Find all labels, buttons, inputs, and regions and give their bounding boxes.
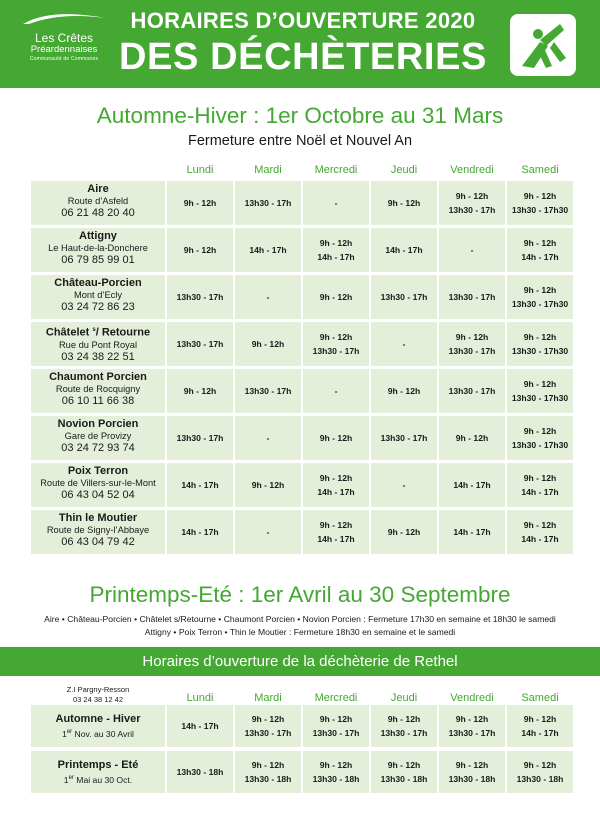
site-name: Château-Porcien xyxy=(54,277,142,289)
day-header-samedi: Samedi xyxy=(521,692,559,704)
hours-cell: 9h - 12h xyxy=(167,228,233,272)
hours-cell: 9h - 12h 14h - 17h xyxy=(303,228,369,272)
hours-cell: 13h30 - 17h xyxy=(371,416,437,460)
site-name: Attigny xyxy=(79,230,117,242)
hours-cell: 13h30 - 17h xyxy=(371,275,437,319)
site-address: Route de Villers-sur-le-Mont xyxy=(40,478,156,488)
site-address: Mont d’Ecly xyxy=(73,290,123,300)
logo-name-2: Préardennaises xyxy=(30,44,98,55)
rethel-period-dates: 1er Nov. au 30 Avril xyxy=(62,728,134,739)
hours-cell: 13h30 - 17h xyxy=(167,275,233,319)
hours-cell: 9h - 12h 13h30 - 17h30 xyxy=(507,416,573,460)
hours-cell: 14h - 17h xyxy=(235,228,301,272)
hours-cell: 9h - 12h 13h30 - 18h xyxy=(303,751,369,793)
hours-cell: 9h - 12h 13h30 - 17h30 xyxy=(507,275,573,319)
logo-name: Les Crêtes xyxy=(34,31,94,45)
site-name: Thin le Moutier xyxy=(58,512,138,524)
site-phone: 06 79 85 99 01 xyxy=(61,254,135,266)
summer-season-title: Printemps-Eté : 1er Avril au 30 Septembre xyxy=(89,582,511,607)
hours-cell: 9h - 12h 13h30 - 18h xyxy=(235,751,301,793)
hours-cell: 9h - 12h 14h - 17h xyxy=(507,463,573,507)
hours-cell: 9h - 12h xyxy=(235,463,301,507)
rethel-band: Horaires d’ouverture de la déchèterie de Rethel xyxy=(0,647,600,676)
summer-note-1: Aire • Château-Porcien • Châtelet s/Retourne • Chaumont Porcien • Novion Porcien : Fermeture 17h30 en semaine et 18h30 le samedi xyxy=(44,614,556,624)
hours-cell: 9h - 12h xyxy=(371,181,437,225)
site-name: Aire xyxy=(87,183,109,195)
site-phone: 06 43 04 79 42 xyxy=(61,536,135,548)
hours-cell: 9h - 12h xyxy=(303,416,369,460)
site-phone: 06 10 11 66 38 xyxy=(61,395,135,407)
hours-cell: 9h - 12h 14h - 17h xyxy=(507,705,573,747)
logo xyxy=(14,12,114,74)
site-phone: 06 21 48 20 40 xyxy=(61,207,135,219)
hours-cell: - xyxy=(371,463,437,507)
hours-cell: - xyxy=(303,181,369,225)
hours-cell: 9h - 12h 13h30 - 18h xyxy=(439,751,505,793)
rethel-period-name: Printemps - Eté xyxy=(57,759,139,771)
hours-cell: 13h30 - 17h xyxy=(235,369,301,413)
site-label xyxy=(31,463,165,507)
hours-cell: - xyxy=(303,369,369,413)
hours-cell: 14h - 17h xyxy=(167,510,233,554)
site-address: Route de Rocquigny xyxy=(55,384,141,394)
site-phone: 03 24 72 86 23 xyxy=(61,301,135,313)
site-label xyxy=(31,275,165,319)
hours-cell: 9h - 12h 14h - 17h xyxy=(507,510,573,554)
site-address: Route d’Asfeld xyxy=(67,196,129,206)
site-name: Châtelet $^s$/ Retourne xyxy=(45,326,151,339)
hours-cell: 14h - 17h xyxy=(439,510,505,554)
day-header-mercredi: Mercredi xyxy=(314,164,358,176)
hours-cell: 13h30 - 17h xyxy=(439,369,505,413)
summer-note-2: Attigny • Poix Terron • Thin le Moutier : Fermeture 18h30 en semaine et le samedi xyxy=(144,627,456,637)
hours-cell: 9h - 12h xyxy=(439,416,505,460)
site-label xyxy=(31,228,165,272)
rethel-period-dates: 1er Mai au 30 Oct. xyxy=(63,774,133,785)
site-name: Novion Porcien xyxy=(57,418,139,430)
hours-cell: - xyxy=(371,322,437,366)
hours-cell: - xyxy=(235,510,301,554)
day-header-mardi: Mardi xyxy=(254,692,282,704)
hours-cell: 14h - 17h xyxy=(371,228,437,272)
day-header-vendredi: Vendredi xyxy=(450,164,494,176)
recycling-person-icon xyxy=(510,14,576,76)
hours-cell: 9h - 12h 13h30 - 18h xyxy=(507,751,573,793)
hours-cell: 9h - 12h 13h30 - 17h xyxy=(439,705,505,747)
hours-cell: 9h - 12h 14h - 17h xyxy=(303,463,369,507)
rethel-period-label xyxy=(31,751,165,793)
site-phone: 03 24 38 22 51 xyxy=(61,350,135,363)
hours-cell: 9h - 12h 13h30 - 17h30 xyxy=(507,181,573,225)
hours-cell: - xyxy=(439,228,505,272)
hours-cell: 9h - 12h xyxy=(167,369,233,413)
hours-cell: 13h30 - 17h xyxy=(439,275,505,319)
site-address: Route de Signy-l’Abbaye xyxy=(46,525,150,535)
site-label xyxy=(31,510,165,554)
rethel-address xyxy=(31,685,165,705)
page-title-line2: DES DÉCHÈTERIES xyxy=(119,36,487,78)
hours-cell: 14h - 17h xyxy=(167,705,233,747)
day-header-lundi: Lundi xyxy=(186,164,214,176)
hours-cell: 9h - 12h 14h - 17h xyxy=(507,228,573,272)
hours-cell: 9h - 12h 13h30 - 17h xyxy=(439,322,505,366)
site-address: Le Haut-de-la-Donchere xyxy=(48,243,148,253)
day-header-mardi: Mardi xyxy=(254,164,282,176)
hours-cell: 9h - 12h xyxy=(371,510,437,554)
hours-cell: 9h - 12h 13h30 - 17h xyxy=(235,705,301,747)
hours-cell: 9h - 12h 13h30 - 17h xyxy=(371,705,437,747)
day-header-jeudi: Jeudi xyxy=(390,164,418,176)
header-band xyxy=(0,0,600,88)
hours-cell: 9h - 12h 13h30 - 17h30 xyxy=(507,369,573,413)
hours-cell: 14h - 17h xyxy=(439,463,505,507)
site-name: Poix Terron xyxy=(67,465,129,477)
hours-cell: 14h - 17h xyxy=(167,463,233,507)
hours-cell: 9h - 12h 13h30 - 17h xyxy=(303,705,369,747)
rethel-period-name: Automne - Hiver xyxy=(55,713,141,725)
hours-cell: 9h - 12h xyxy=(303,275,369,319)
hours-cell: 9h - 12h xyxy=(371,369,437,413)
hours-cell: 9h - 12h xyxy=(235,322,301,366)
hours-cell: - xyxy=(235,416,301,460)
site-label xyxy=(31,416,165,460)
hours-cell: 13h30 - 18h xyxy=(167,751,233,793)
site-label xyxy=(31,369,165,413)
site-name: Chaumont Porcien xyxy=(49,371,147,383)
logo-tagline: Communauté de Communes xyxy=(29,56,99,62)
site-address: Gare de Provizy xyxy=(64,431,132,441)
page-title-line1: HORAIRES D’OUVERTURE 2020 xyxy=(130,8,476,33)
day-header-jeudi: Jeudi xyxy=(390,692,418,704)
hours-cell: 13h30 - 17h xyxy=(235,181,301,225)
site-label xyxy=(31,322,165,366)
hours-cell: 9h - 12h 13h30 - 17h xyxy=(303,322,369,366)
hours-cell: - xyxy=(235,275,301,319)
rethel-phone: 03 24 38 12 42 xyxy=(72,695,124,704)
day-header-samedi: Samedi xyxy=(521,164,559,176)
hours-cell: 9h - 12h xyxy=(167,181,233,225)
hours-cell: 9h - 12h 13h30 - 17h xyxy=(439,181,505,225)
winter-closure-note: Fermeture entre Noël et Nouvel An xyxy=(187,133,413,149)
hours-cell: 9h - 12h 14h - 17h xyxy=(303,510,369,554)
site-address: Rue du Pont Royal xyxy=(58,339,138,350)
hours-cell: 9h - 12h 13h30 - 18h xyxy=(371,751,437,793)
site-phone: 06 43 04 52 04 xyxy=(61,489,135,501)
site-phone: 03 24 72 93 74 xyxy=(61,442,135,454)
site-label xyxy=(31,181,165,225)
hours-cell: 13h30 - 17h xyxy=(167,322,233,366)
day-header-vendredi: Vendredi xyxy=(450,692,494,704)
logo-swoosh-icon xyxy=(21,12,107,26)
winter-season-title: Automne-Hiver : 1er Octobre au 31 Mars xyxy=(96,103,504,128)
rethel-address-line: Z.I Pargny-Resson xyxy=(66,685,130,694)
hours-cell: 13h30 - 17h xyxy=(167,416,233,460)
rethel-period-label xyxy=(31,705,165,747)
day-header-lundi: Lundi xyxy=(186,692,214,704)
hours-cell: 9h - 12h 13h30 - 17h30 xyxy=(507,322,573,366)
day-header-mercredi: Mercredi xyxy=(314,692,358,704)
